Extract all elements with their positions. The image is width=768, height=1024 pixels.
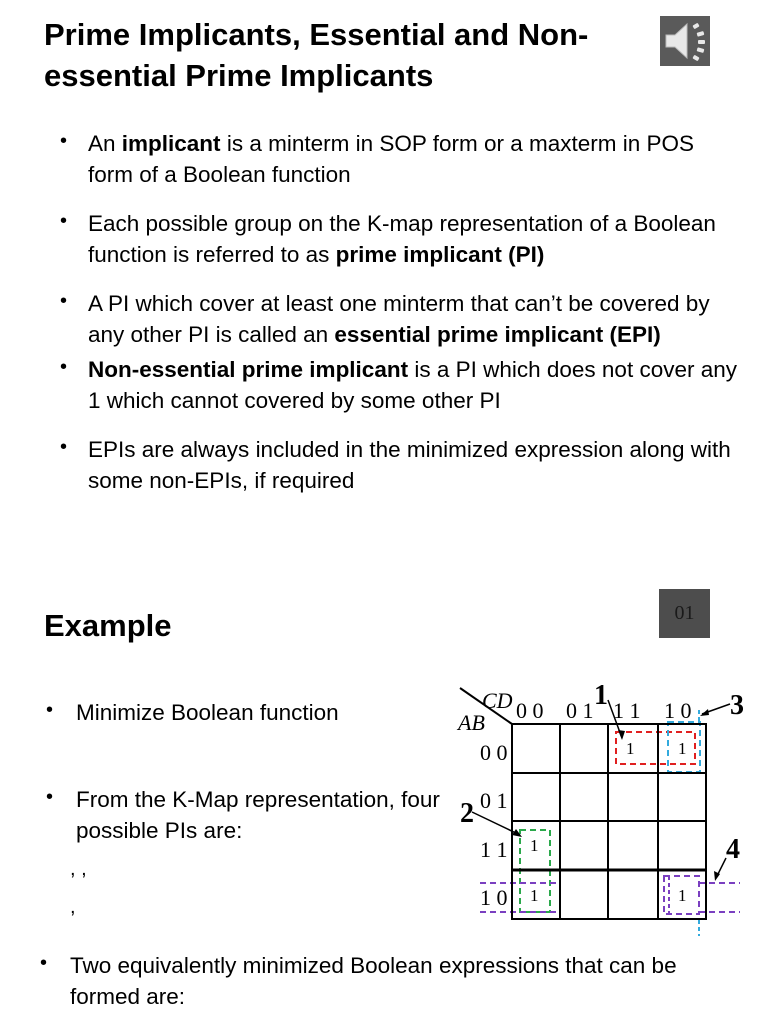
kmap-col-label: 0 0 [516, 698, 544, 723]
slide-title: Prime Implicants, Essential and Non-essential Prime Implicants [44, 17, 589, 93]
kmap-col-label: 1 1 [613, 698, 641, 723]
bullet-text: is a minterm in SOP form or a maxterm in POS form of a Boolean function [88, 131, 695, 187]
bullet-text: Each possible group on the K-map representation of a Boolean function is referred to as [88, 211, 716, 267]
pi-list-commas-2: , [70, 896, 76, 918]
kmap-col-label: 1 0 [664, 698, 692, 723]
kmap-cell-value: 1 [678, 739, 687, 758]
group-1-arrowhead [618, 730, 625, 740]
example-heading: Example [44, 608, 172, 643]
group-number-3: 3 [730, 690, 744, 721]
bullet-from-kmap: • From the K-Map representation, four possible PIs are: [46, 784, 476, 846]
bullet-prime-implicant [60, 208, 740, 270]
bold-term: prime implicant (PI) [335, 242, 545, 267]
kmap-row-label: 1 1 [480, 837, 508, 862]
kmap-cell-value: 1 [678, 886, 687, 905]
bullet-implicant [60, 128, 740, 190]
bold-term: Non-essential prime implicant [88, 357, 409, 382]
definition-list [60, 128, 740, 514]
group-number-2: 2 [460, 798, 474, 829]
bullet-text: EPIs are always included in the minimized expression along with some non-EPIs, if required [88, 437, 731, 493]
group-3-arrowhead [700, 709, 709, 716]
bullet-two-expressions: • Two equivalently minimized Boolean expressions that can be formed are: [40, 950, 750, 1012]
bullet-essential-prime-implicant [60, 288, 740, 350]
kmap-cell-value: 1 [530, 836, 539, 855]
bullet-non-essential-prime-implicant [60, 354, 740, 416]
bullet-text: is a PI which does not cover any 1 which cannot covered by some other PI [88, 357, 737, 413]
bullet-minimize: • Minimize Boolean function [46, 697, 456, 728]
kmap-diagram [450, 680, 760, 940]
kmap-cell-value: 1 [530, 886, 539, 905]
bold-term: implicant [121, 131, 221, 156]
bullet-text: A PI which cover at least one minterm that can’t be covered by any other PI is called an [88, 291, 710, 347]
page-number-box: 01 [659, 589, 710, 638]
kmap-row-label: 0 0 [480, 740, 508, 765]
kmap-var-ab: AB [458, 710, 485, 735]
kmap-var-cd: CD [482, 688, 513, 713]
bullet-epi-inclusion [60, 434, 740, 496]
kmap-cell-value: 1 [626, 739, 635, 758]
group-number-4: 4 [726, 834, 740, 865]
group-number-1: 1 [594, 680, 608, 711]
pi-list-commas-1: , , [70, 858, 87, 880]
speaker-icon[interactable] [660, 16, 710, 66]
kmap-col-label: 0 1 [566, 698, 594, 723]
bullet-text: An [88, 131, 122, 156]
bold-term: essential prime implicant (EPI) [334, 322, 661, 347]
kmap-row-label: 1 0 [480, 885, 508, 910]
kmap-row-label: 0 1 [480, 788, 508, 813]
